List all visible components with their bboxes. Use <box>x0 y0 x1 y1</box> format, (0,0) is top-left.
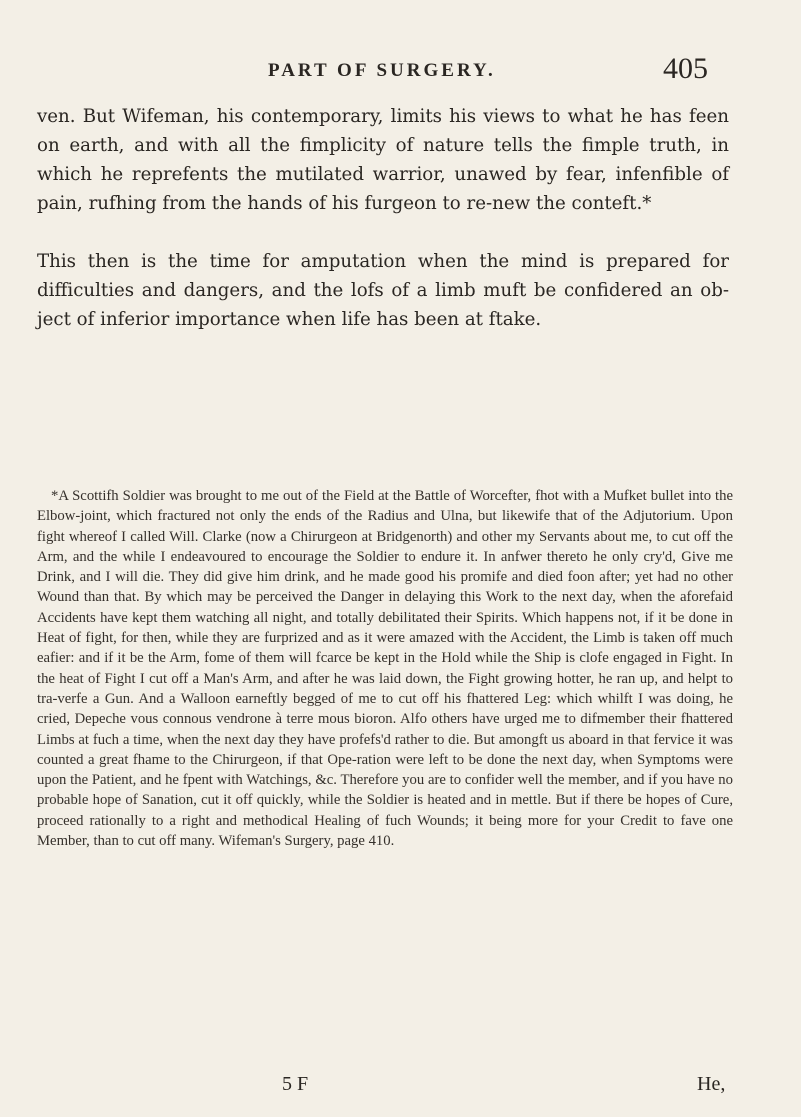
signature-mark: 5 F <box>282 1073 309 1095</box>
running-head <box>0 52 801 92</box>
main-text <box>37 102 729 334</box>
footnote <box>37 486 733 851</box>
running-head-title: PART OF SURGERY. <box>268 60 496 81</box>
catchword: He, <box>697 1073 726 1095</box>
paragraph-2: This then is the time for amputation when the mind is prepared for difficulties and dangers, and the lofs of a limb muft be confidered an ob-ject of inferior importance when life has been at ftake. <box>37 251 729 330</box>
page-number: 405 <box>663 52 708 85</box>
footnote-text: *A Scottifh Soldier was brought to me out of the Field at the Battle of Worcefter, fhot with a Mufket bullet into the Elbow-joint, which fractured not only the ends of the Radius and Ulna, but likewife that of the Adjutorium. Upon fight whereof I called Will. Clarke (now a Chirurgeon at Bridgenorth) and other my Servants about me, to cut off the Arm, and the while I endeavoured to encourage the Soldier to endure it. In anfwer thereto he only cry'd, Give me Drink, and I will die. They did give him drink, and he made good his promife and died foon after; yet had no other Wound than that. By which may be perceived the Danger in delaying this Work to the next day, when the aforefaid Accidents have kept them watching all night, and totally debilitated their Spirits. Which happens not, if it be done in Heat of fight, for then, while they are furprized and as it were amazed with the Accident, the Limb is taken off much eafier: and if it be the Arm, fome of them will fcarce be kept in the Hold while the Ship is clofe engaged in Fight. In the heat of Fight I cut off a Man's Arm, and after he was laid down, the Fight growing hotter, he ran up, and helpt to tra-verfe a Gun. And a Walloon earneftly begged of me to cut off his fhattered Leg: which whilft I was doing, he cried, Depeche vous connous vendrone à terre mous bioron. Alfo others have urged me to difmember their fhattered Limbs at fuch a time, when the next day they have profefs'd rather to die. But amongft us aboard in that fervice it was counted a great fhame to the Chirurgeon, if that Ope-ration were left to be done the next day, when Symptoms were upon the Patient, and he fpent with Watchings, &c. Therefore you are to confider well the member, and if you have no probable hope of Sanation, cut it off quickly, while the Soldier is heated and in mettle. But if there be hopes of Cure, proceed rationally to a right and methodical Healing of fuch Wounds; it being more for your Credit to fave one Member, than to cut off many. Wifeman's Surgery, page 410. <box>37 488 733 850</box>
paragraph-1: ven. But Wifeman, his contemporary, limits his views to what he has feen on earth, and with all the fimplicity of nature tells the fimple truth, in which he reprefents the mutilated warrior, unawed by fear, infenfible of pain, rufhing from the hands of his furgeon to re-new the conteft.* <box>37 106 729 214</box>
